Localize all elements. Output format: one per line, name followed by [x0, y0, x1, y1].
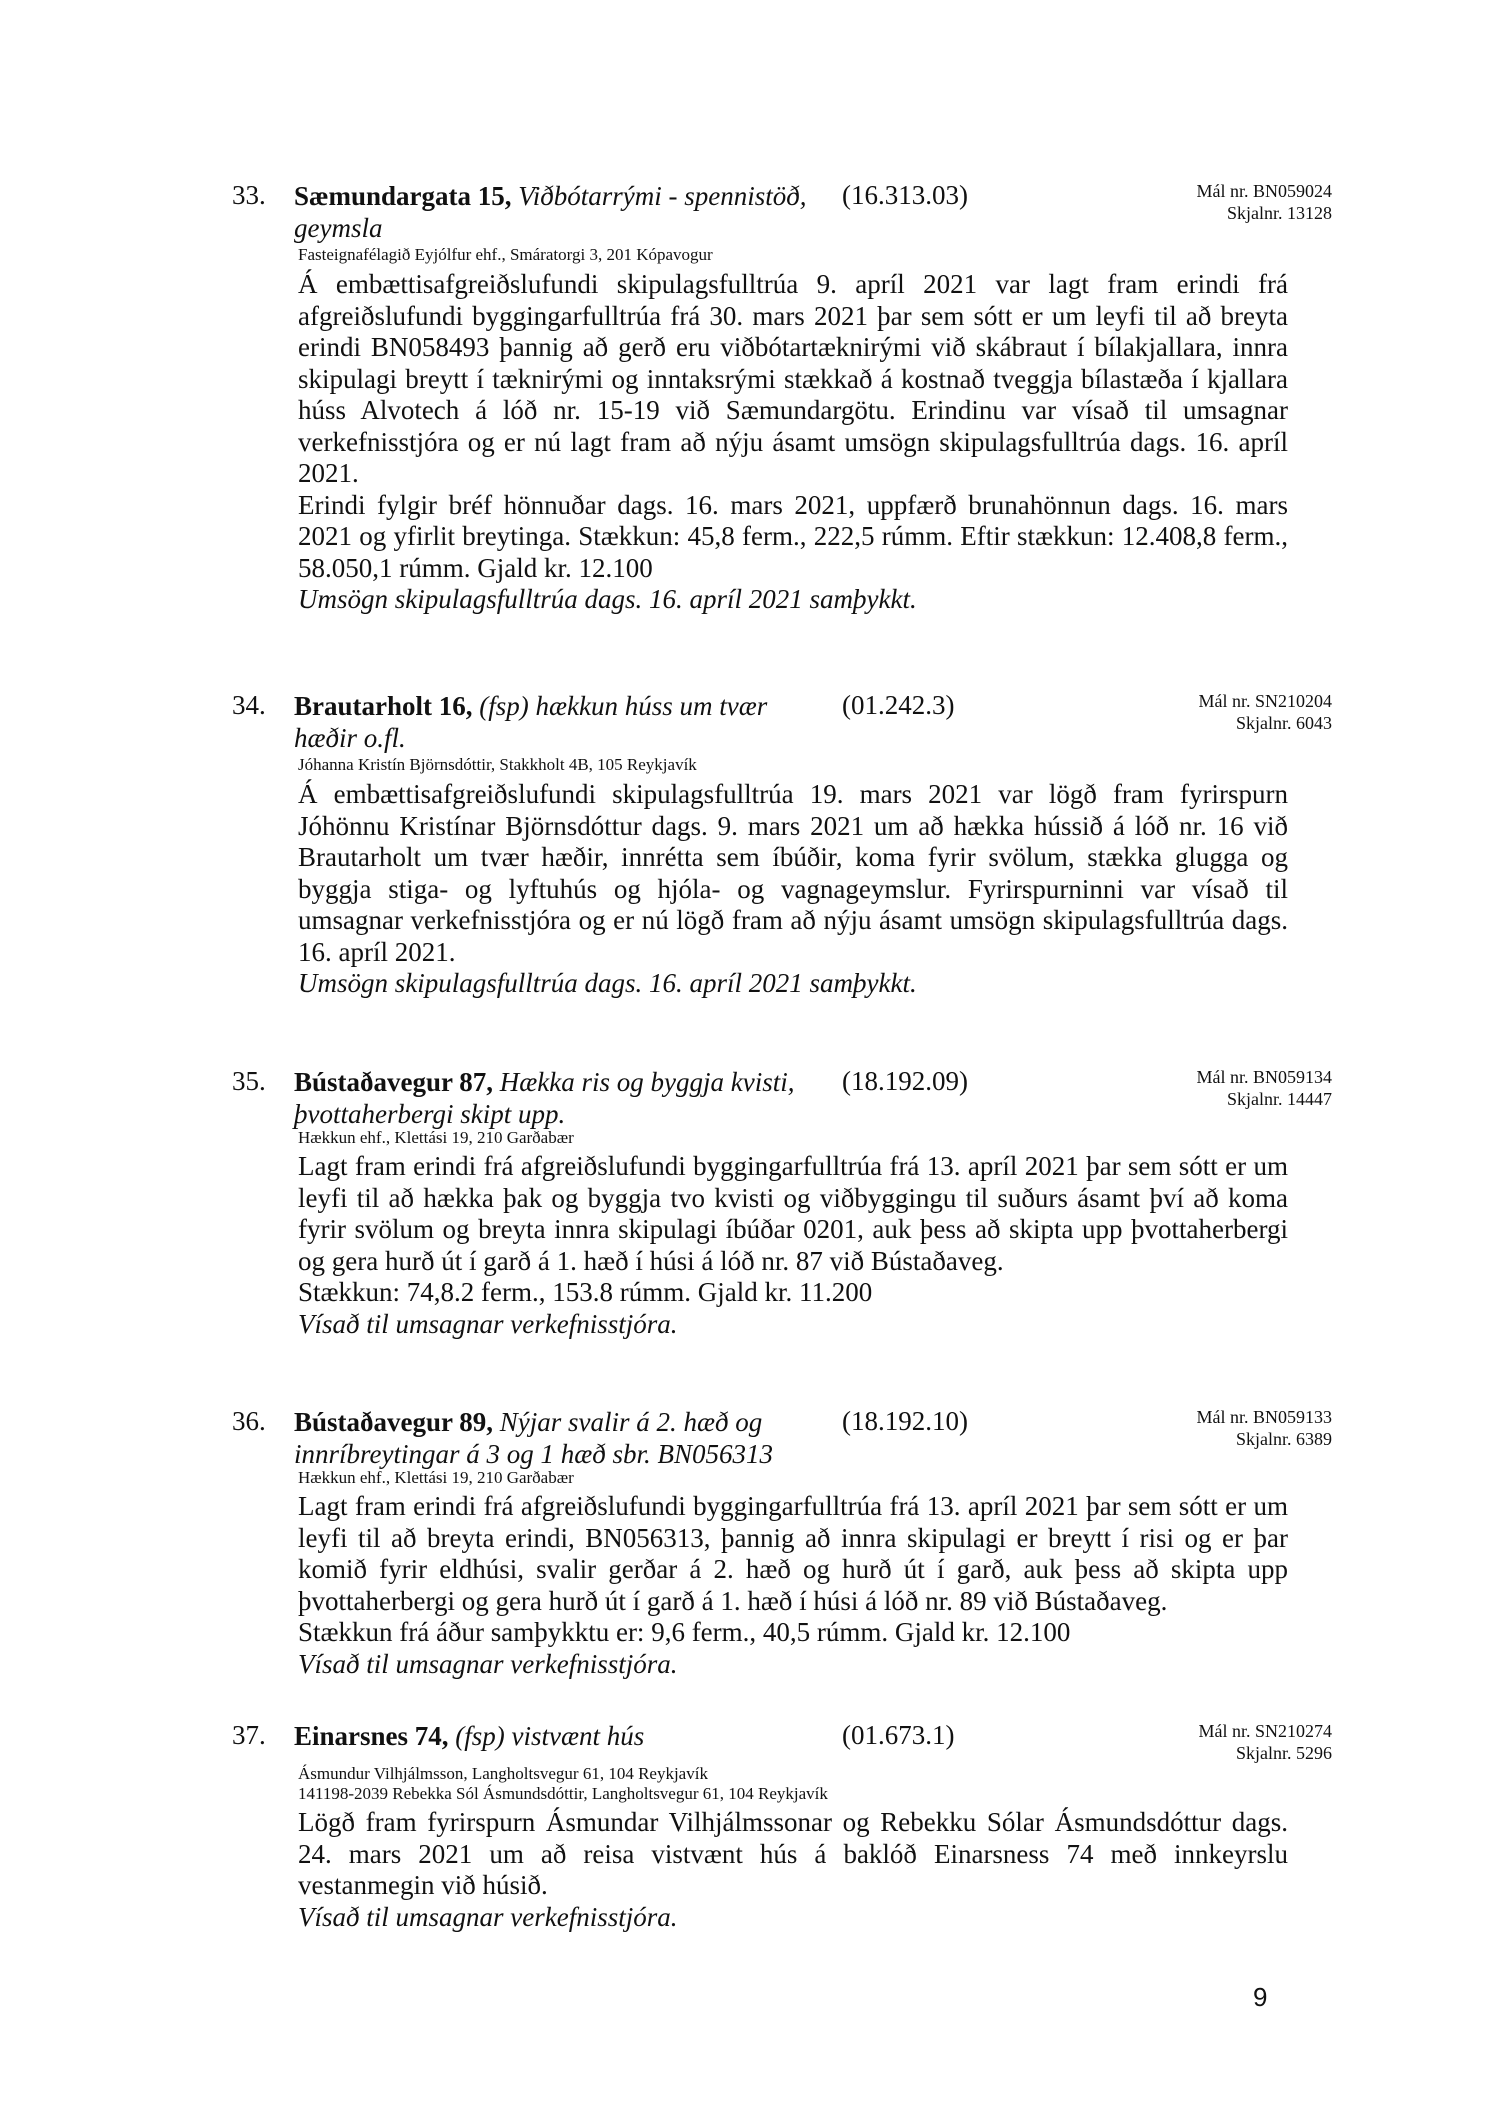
entry-address: Sæmundargata 15,: [294, 181, 512, 211]
case-number: Mál nr. BN059134: [1196, 1067, 1332, 1087]
lot-number: (01.673.1): [842, 1720, 955, 1750]
applicant: Fasteignafélagið Eyjólfur ehf., Smáratorgi 3, 201 Kópavogur: [298, 245, 713, 264]
entry-subject: Viðbótarrými - spennistöð, geymsla: [294, 181, 807, 243]
applicant: Ásmundur Vilhjálmsson, Langholtsvegur 61, 104 Reykjavík: [298, 1764, 708, 1783]
entry-paragraph: Lagt fram erindi frá afgreiðslufundi byggingarfulltrúa frá 13. apríl 2021 þar sem sótt er um leyfi til að hækka þak og byggja tvo kvisti og viðbyggingu til suðurs ásamt því að koma fyrir svölum og breyta innra skipulagi íbúðar 0201, auk þess að skipta upp þvottaherbergi og gera hurð út í garð á 1. hæð í húsi á lóð nr. 87 við Bústaðaveg.: [298, 1151, 1288, 1276]
entry-paragraph: Stækkun: 74,8.2 ferm., 153.8 rúmm. Gjald kr. 11.200: [298, 1277, 873, 1307]
entry-paragraph: Lagt fram erindi frá afgreiðslufundi byggingarfulltrúa frá 13. apríl 2021 þar sem sótt er um leyfi til að breyta erindi, BN056313, þannig að innra skipulagi er breytt í risi og er þar komið fyrir eldhúsi, svalir gerðar á 2. hæð og hurð út í garð, auk þess að skipta upp þvottaherbergi og gera hurð út í garð á 1. hæð í húsi á lóð nr. 89 við Bústaðaveg.: [298, 1491, 1288, 1616]
entry-address: Brautarholt 16,: [294, 691, 473, 721]
case-number: Mál nr. SN210274: [1198, 1721, 1332, 1741]
entry-title: [294, 1720, 814, 1752]
case-number: Mál nr. BN059024: [1196, 181, 1332, 201]
entry-decision: Vísað til umsagnar verkefnisstjóra.: [298, 1308, 678, 1339]
lot-number: (18.192.09): [842, 1066, 968, 1096]
entry-number: 37.: [232, 1720, 266, 1750]
case-reference: [1198, 1720, 1332, 1764]
entry-number: 34.: [232, 690, 266, 720]
entry-subject: (fsp) hækkun húss um tvær hæðir o.fl.: [294, 691, 768, 753]
entry-paragraph: Erindi fylgir bréf hönnuðar dags. 16. mars 2021, uppfærð brunahönnun dags. 16. mars 2021 og yfirlit breytinga. Stækkun: 45,8 ferm., 222,5 rúmm. Eftir stækkun: 12.408,8 ferm., 58.050,1 rúmm. Gjald kr. 12.100: [298, 489, 1288, 583]
entry-body: [298, 1491, 1288, 1680]
entry-subject: Hækka ris og byggja kvisti, þvottaherbergi skipt upp.: [294, 1067, 795, 1129]
lot-number: (18.192.10): [842, 1406, 968, 1436]
document-number: Skjalnr. 6043: [1235, 713, 1332, 733]
entry-decision: Vísað til umsagnar verkefnisstjóra.: [298, 1901, 678, 1932]
lot-number: (16.313.03): [842, 180, 968, 210]
document-number: Skjalnr. 13128: [1226, 203, 1332, 223]
applicant: Jóhanna Kristín Björnsdóttir, Stakkholt 4B, 105 Reykjavík: [298, 755, 697, 774]
entry-subject: (fsp) vistvænt hús: [455, 1721, 645, 1751]
entry-body: [298, 779, 1288, 1000]
entry-title: [294, 690, 814, 754]
document-number: Skjalnr. 14447: [1226, 1089, 1332, 1109]
case-reference: [1198, 690, 1332, 734]
entry-decision: Umsögn skipulagsfulltrúa dags. 16. apríl 2021 samþykkt.: [298, 584, 917, 614]
entry-decision: Umsögn skipulagsfulltrúa dags. 16. apríl 2021 samþykkt.: [298, 968, 917, 998]
page-number: 9: [1253, 1982, 1268, 2012]
case-reference: [1196, 180, 1332, 224]
case-number: Mál nr. SN210204: [1198, 691, 1332, 711]
document-number: Skjalnr. 5296: [1235, 1743, 1332, 1763]
case-reference: [1196, 1066, 1332, 1110]
entry-body: [298, 1807, 1288, 1933]
applicant: 141198-2039 Rebekka Sól Ásmundsdóttir, Langholtsvegur 61, 104 Reykjavík: [298, 1784, 828, 1803]
entry-body: [298, 1151, 1288, 1340]
case-number: Mál nr. BN059133: [1196, 1407, 1332, 1427]
applicant: Hækkun ehf., Klettási 19, 210 Garðabær: [298, 1128, 574, 1147]
entry-subject: Nýjar svalir á 2. hæð og innríbreytingar á 3 og 1 hæð sbr. BN056313: [294, 1407, 774, 1469]
entry-title: [294, 1406, 814, 1470]
case-reference: [1196, 1406, 1332, 1450]
entry-title: [294, 180, 814, 244]
entry-address: Bústaðavegur 87,: [294, 1067, 494, 1097]
entry-paragraph: Stækkun frá áður samþykktu er: 9,6 ferm., 40,5 rúmm. Gjald kr. 12.100: [298, 1617, 1071, 1647]
entry-paragraph: Á embættisafgreiðslufundi skipulagsfulltrúa 19. mars 2021 var lögð fram fyrirspurn Jóhönnu Kristínar Björnsdóttur dags. 9. mars 2021 um að hækka hússið á lóð nr. 16 við Brautarholt um tvær hæðir, innrétta sem íbúðir, koma fyrir svölum, stækka glugga og byggja stiga- og lyftuhús og hjóla- og vagnageymslur. Fyrirspurninni var vísað til umsagnar verkefnisstjóra og er nú lögð fram að nýju ásamt umsögn skipulagsfulltrúa dags. 16. apríl 2021.: [298, 779, 1288, 967]
document-number: Skjalnr. 6389: [1235, 1429, 1332, 1449]
lot-number: (01.242.3): [842, 690, 955, 720]
entry-paragraph: Lögð fram fyrirspurn Ásmundar Vilhjálmssonar og Rebekku Sólar Ásmundsdóttur dags. 24. mars 2021 um að reisa vistvænt hús á baklóð Einarsness 74 með innkeyrslu vestanmegin við húsið.: [298, 1807, 1288, 1900]
entry-number: 35.: [232, 1066, 266, 1096]
entry-number: 36.: [232, 1406, 266, 1436]
entry-body: [298, 269, 1288, 616]
applicant: Hækkun ehf., Klettási 19, 210 Garðabær: [298, 1468, 574, 1487]
entry-address: Bústaðavegur 89,: [294, 1407, 494, 1437]
entry-number: 33.: [232, 180, 266, 210]
entry-address: Einarsnes 74,: [294, 1721, 449, 1751]
entry-title: [294, 1066, 814, 1130]
entry-decision: Vísað til umsagnar verkefnisstjóra.: [298, 1648, 678, 1679]
entry-paragraph: Á embættisafgreiðslufundi skipulagsfulltrúa 9. apríl 2021 var lagt fram erindi frá afgreiðslufundi byggingarfulltrúa frá 30. mars 2021 þar sem sótt er um leyfi til að breyta erindi BN058493 þannig að gerð eru viðbótartæknirými við skábraut í bílakjallara, innra skipulagi breytt í tæknirými og inntaksrými stækkað á kostnað tveggja bílastæða í kjallara húss Alvotech á lóð nr. 15-19 við Sæmundargötu. Erindinu var vísað til umsagnar verkefnisstjóra og er nú lagt fram að nýju ásamt umsögn skipulagsfulltrúa dags. 16. apríl 2021.: [298, 269, 1288, 488]
